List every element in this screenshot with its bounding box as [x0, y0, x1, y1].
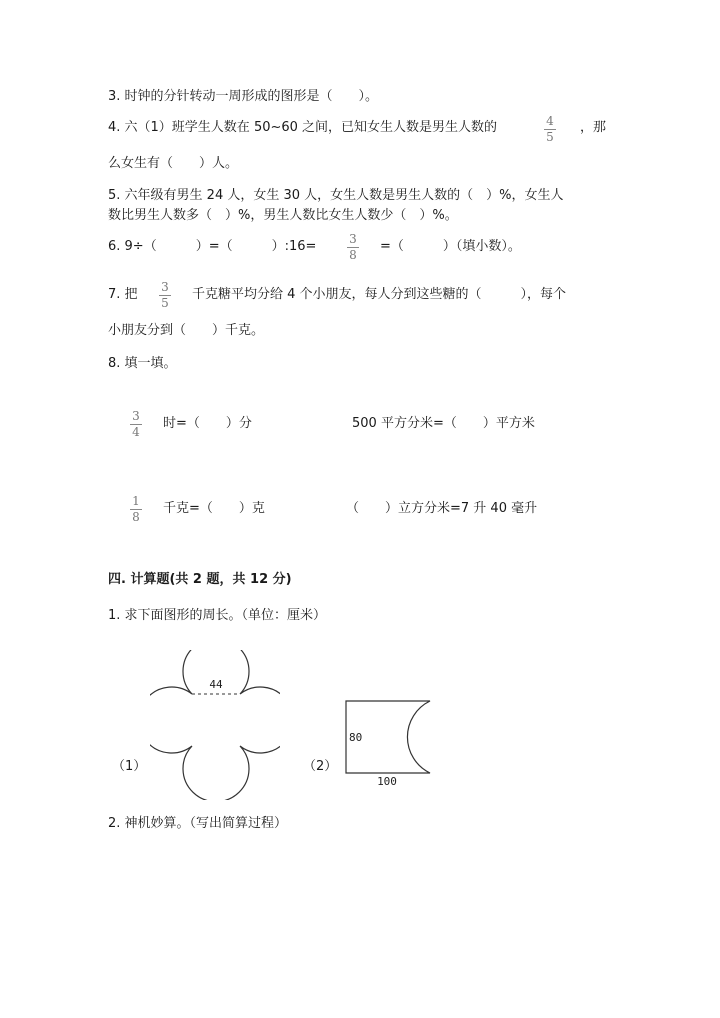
question-6-fraction	[345, 233, 361, 262]
figure-2-shape	[340, 690, 440, 790]
fraction-numerator: 1	[132, 494, 140, 508]
question-3: 3. 时钟的分针转动一周形成的图形是（ ）。	[108, 89, 379, 104]
question-4-line1-end: ，那	[580, 120, 607, 135]
q8-row1-left: 时=（ ）分	[163, 416, 252, 431]
figure-1-dimension: 44	[209, 678, 223, 691]
fraction-denominator: 8	[132, 510, 140, 524]
figure-2-label: （2）	[303, 759, 338, 774]
fraction-denominator: 5	[546, 130, 554, 144]
problem-2-text: 2. 神机妙算。（写出简算过程）	[108, 816, 288, 831]
fraction-denominator: 5	[161, 296, 169, 310]
figure-2-width: 100	[377, 775, 397, 788]
q8-row1-fraction	[128, 410, 144, 439]
clover-outline	[150, 650, 280, 800]
question-6-part-a: 6. 9÷（ ）=（ ）:16=	[108, 239, 317, 254]
question-5-line1: 5. 六年级有男生 24 人，女生 30 人，女生人数是男生人数的（ ）%，女生人	[108, 188, 564, 203]
question-4-fraction	[542, 115, 558, 144]
q8-row2-left: 千克=（ ）克	[163, 501, 265, 516]
fraction-denominator: 8	[349, 248, 357, 262]
question-7-line2: 小朋友分到（ ）千克。	[108, 323, 265, 338]
fraction-denominator: 4	[132, 425, 140, 439]
fraction-numerator: 3	[161, 280, 169, 294]
problem-1-text: 1. 求下面图形的周长。（单位：厘米）	[108, 608, 327, 623]
q8-row2-right: （ ）立方分米=7 升 40 毫升	[346, 501, 538, 516]
fraction-numerator: 3	[132, 409, 140, 423]
fraction-numerator: 3	[349, 232, 357, 246]
question-7-fraction	[157, 281, 173, 310]
question-5-line2: 数比男生人数多（ ）%，男生人数比女生人数少（ ）%。	[108, 208, 458, 223]
question-6-part-b: =（ ）（填小数）。	[380, 239, 521, 254]
q8-row2-fraction	[128, 495, 144, 524]
question-8-title: 8. 填一填。	[108, 356, 177, 371]
figure-2-height: 80	[349, 731, 363, 744]
section-4-title: 四. 计算题(共 2 题，共 12 分)	[108, 572, 292, 587]
question-7-part-b: 千克糖平均分给 4 个小朋友，每人分到这些糖的（ ），每个	[192, 287, 567, 302]
figure-1-shape	[150, 650, 280, 800]
figure-1-label: （1）	[112, 759, 147, 774]
question-7-part-a: 7. 把	[108, 287, 138, 302]
q8-row1-right: 500 平方分米=（ ）平方米	[352, 416, 535, 431]
question-4-line1: 4. 六（1）班学生人数在 50~60 之间，已知女生人数是男生人数的	[108, 120, 498, 135]
question-4-line2: 么女生有（ ）人。	[108, 156, 239, 171]
fraction-numerator: 4	[546, 114, 554, 128]
